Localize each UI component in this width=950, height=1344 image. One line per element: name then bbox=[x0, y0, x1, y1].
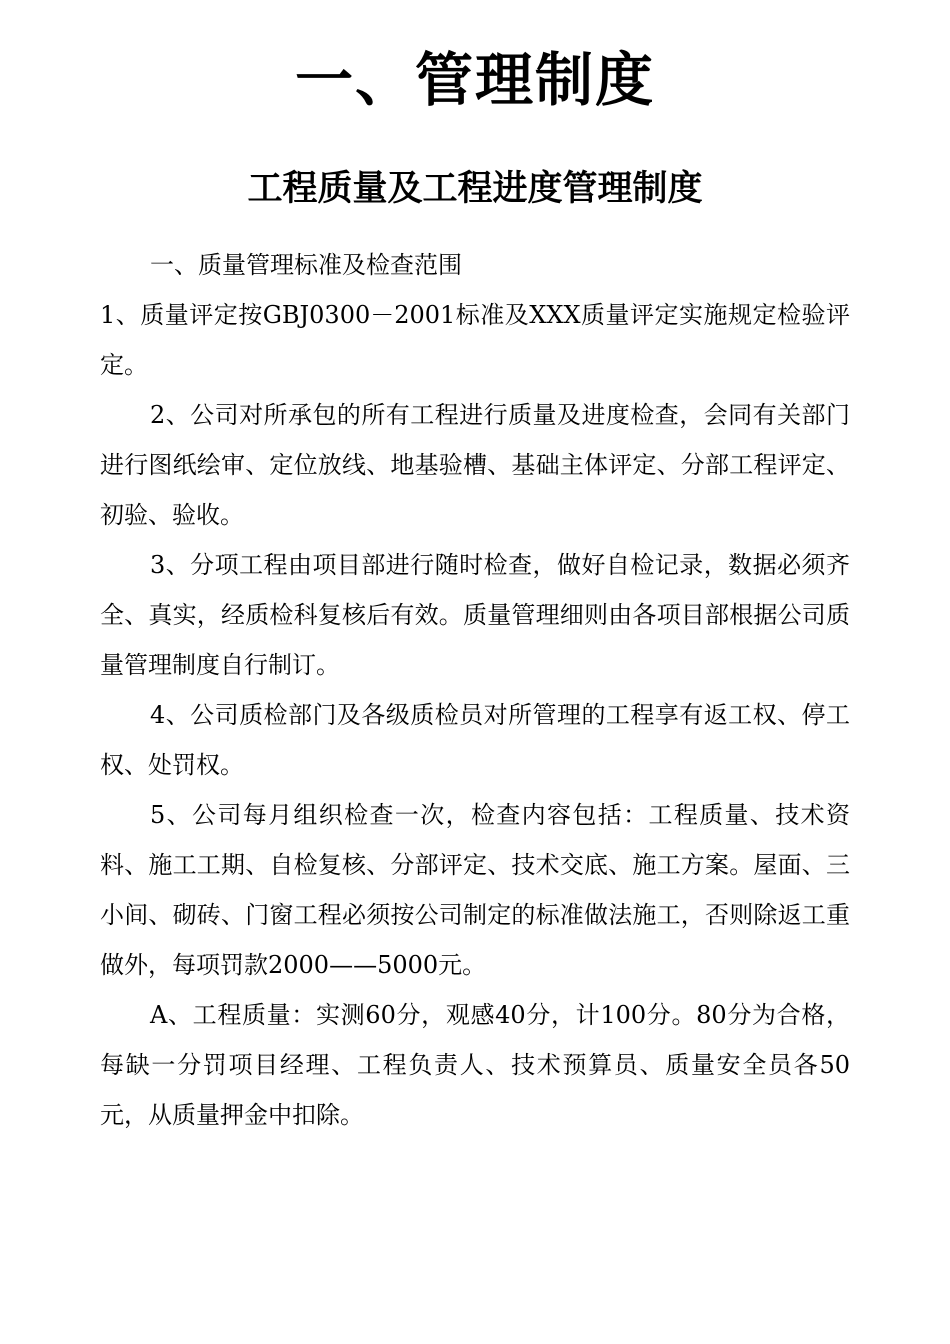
paragraph-item-4: 4、公司质检部门及各级质检员对所管理的工程享有返工权、停工权、处罚权。 bbox=[100, 701, 850, 779]
paragraph-item-2: 2、公司对所承包的所有工程进行质量及进度检查，会同有关部门进行图纸绘审、定位放线、地基验槽、基础主体评定、分部工程评定、初验、验收。 bbox=[100, 401, 850, 529]
section-title: 工程质量及工程进度管理制度 bbox=[247, 169, 703, 209]
page-title: 一、管理制度 bbox=[294, 46, 655, 114]
document-body bbox=[100, 240, 850, 1140]
paragraph-item-5: 5、公司每月组织检查一次，检查内容包括：工程质量、技术资料、施工工期、自检复核、分部评定、技术交底、施工方案。屋面、三小间、砌砖、门窗工程必须按公司制定的标准做法施工，否则除返工重做外，每项罚款2000——5000元。 bbox=[100, 801, 850, 979]
paragraph-item-1: 1、质量评定按GBJ0300－2001标准及XXX质量评定实施规定检验评定。 bbox=[100, 301, 850, 379]
paragraph-item-3: 3、分项工程由项目部进行随时检查，做好自检记录，数据必须齐全、真实，经质检科复核后有效。质量管理细则由各项目部根据公司质量管理制度自行制订。 bbox=[100, 551, 850, 679]
paragraph-item-a: A、工程质量：实测60分，观感40分，计100分。80分为合格，每缺一分罚项目经理、工程负责人、技术预算员、质量安全员各50元，从质量押金中扣除。 bbox=[100, 1001, 850, 1129]
paragraph-heading-quality-standards: 一、质量管理标准及检查范围 bbox=[150, 251, 462, 279]
